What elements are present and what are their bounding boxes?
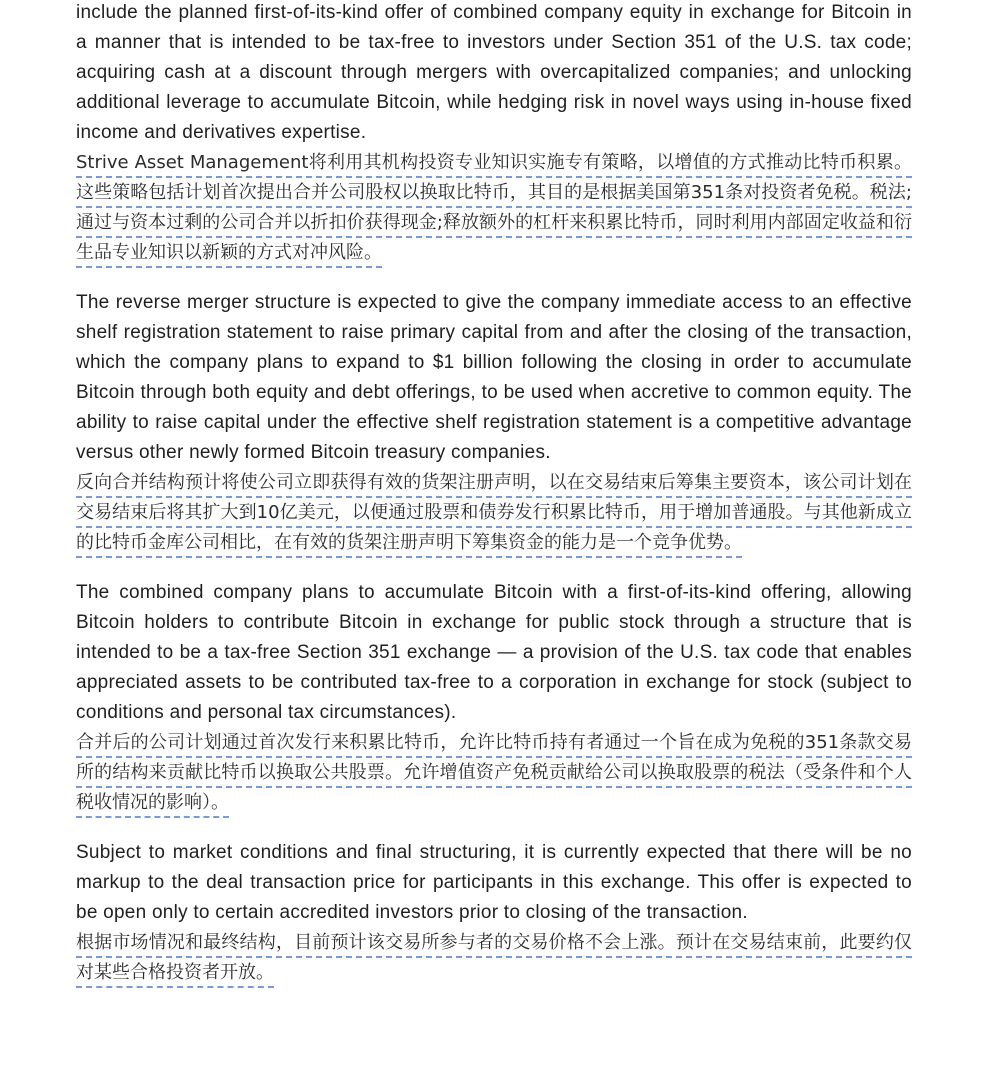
- paragraph-chinese-translation-1: [76, 148, 912, 268]
- paragraph-spacer: [76, 558, 912, 578]
- paragraph-chinese-translation-2: [76, 468, 912, 558]
- paragraph-english-4: Subject to market conditions and final structuring, it is currently expected that there will be no markup to the deal transaction price for participants in this exchange. This offer is expected to be open only to certain accredited investors prior to closing of the transaction.: [76, 842, 912, 923]
- paragraph-english-2: The reverse merger structure is expected to give the company immediate access to an effective shelf registration statement to raise primary capital from and after the closing of the transaction, which the company plans to expand to $1 billion following the closing in order to accumulate Bitcoin through both equity and debt offerings, to be used when accretive to common equity. The ability to raise capital under the effective shelf registration statement is a competitive advantage versus other newly formed Bitcoin treasury companies.: [76, 292, 912, 463]
- paragraph-chinese-translation-3: [76, 728, 912, 818]
- paragraph-spacer: [76, 818, 912, 838]
- translation-text-4: 根据市场情况和最终结构，目前预计该交易所参与者的交易价格不会上涨。预计在交易结束前，此要约仅对某些合格投资者开放。: [76, 932, 912, 988]
- paragraph-spacer: [76, 268, 912, 288]
- paragraph-chinese-translation-4: [76, 928, 912, 988]
- paragraph-english-1: include the planned first-of-its-kind offer of combined company equity in exchange for Bitcoin in a manner that is intended to be tax-free to investors under Section 351 of the U.S. tax code; acquiring cash at a discount through mergers with overcapitalized companies; and unlocking additional leverage to accumulate Bitcoin, while hedging risk in novel ways using in-house fixed income and derivatives expertise.: [76, 2, 912, 143]
- translation-text-2: 反向合并结构预计将使公司立即获得有效的货架注册声明，以在交易结束后筹集主要资本，该公司计划在交易结束后将其扩大到10亿美元，以便通过股票和债券发行积累比特币，用于增加普通股。与其他新成立的比特币金库公司相比，在有效的货架注册声明下筹集资金的能力是一个竞争优势。: [76, 472, 912, 558]
- paragraph-english-3: The combined company plans to accumulate Bitcoin with a first-of-its-kind offering, allowing Bitcoin holders to contribute Bitcoin in exchange for public stock through a structure that is intended to be a tax-free Section 351 exchange — a provision of the U.S. tax code that enables appreciated assets to be contributed tax-free to a corporation in exchange for stock (subject to conditions and personal tax circumstances).: [76, 582, 912, 723]
- translation-text-1: Strive Asset Management将利用其机构投资专业知识实施专有策略，以增值的方式推动比特币积累。这些策略包括计划首次提出合并公司股权以换取比特币，其目的是根据美国第351条对投资者免税。税法;通过与资本过剩的公司合并以折扣价获得现金;释放额外的杠杆来积累比特币，同时利用内部固定收益和衍生品专业知识以新颖的方式对冲风险。: [76, 152, 912, 268]
- translation-text-3: 合并后的公司计划通过首次发行来积累比特币，允许比特币持有者通过一个旨在成为免税的351条款交易所的结构来贡献比特币以换取公共股票。允许增值资产免税贡献给公司以换取股票的税法（受条件和个人税收情况的影响）。: [76, 732, 912, 818]
- document-page: [76, 0, 912, 988]
